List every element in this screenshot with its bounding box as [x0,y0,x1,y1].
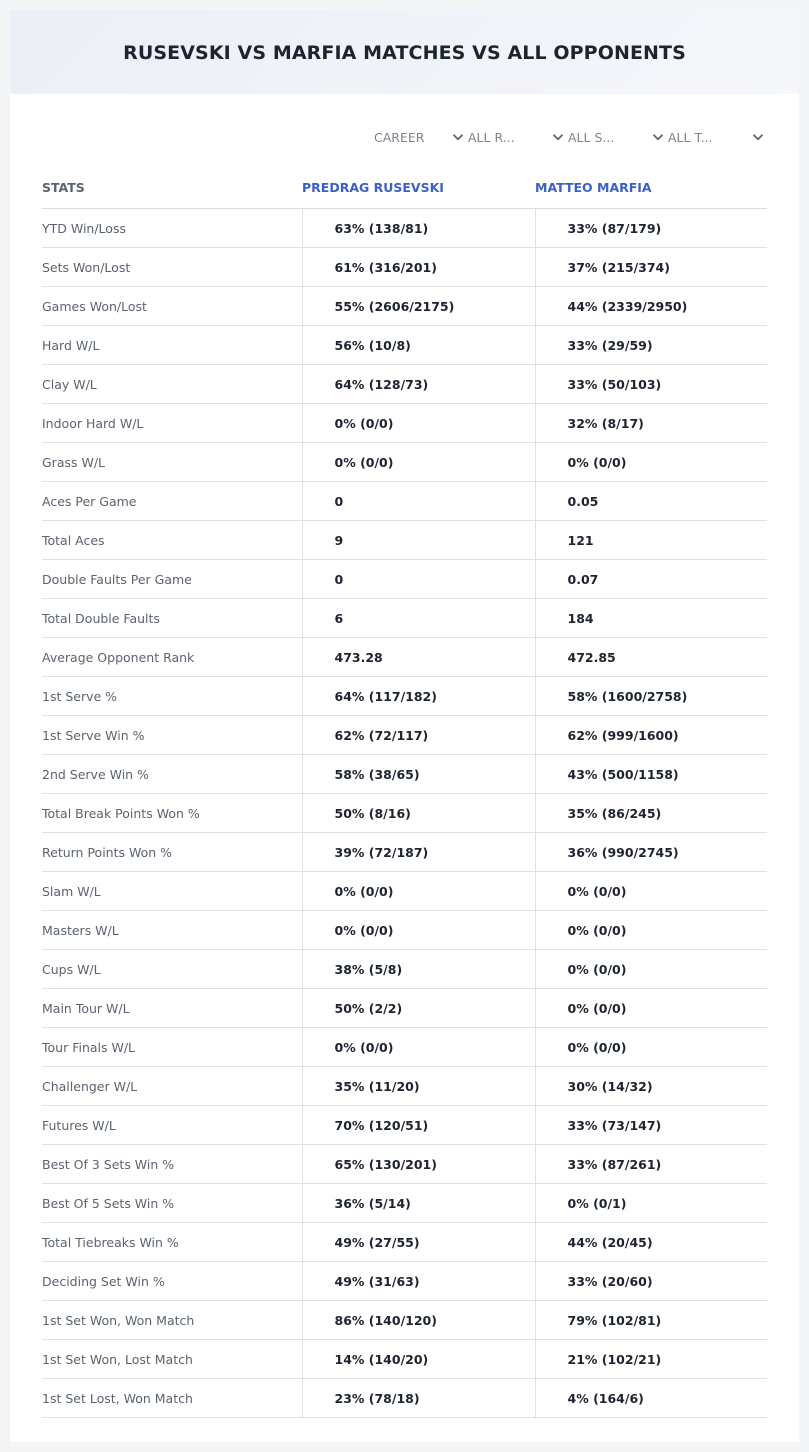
player1-value: 0% (0/0) [302,872,535,911]
stat-label: Games Won/Lost [42,287,302,326]
player1-value: 70% (120/51) [302,1106,535,1145]
chevron-down-icon [452,131,464,143]
stat-label: Total Aces [42,521,302,560]
player2-value: 184 [535,599,767,638]
player2-value: 33% (20/60) [535,1262,767,1301]
player1-value: 61% (316/201) [302,248,535,287]
stat-label: Hard W/L [42,326,302,365]
stat-label: YTD Win/Loss [42,209,302,248]
stat-label: Best Of 5 Sets Win % [42,1184,302,1223]
stat-label: Aces Per Game [42,482,302,521]
table-row [42,560,767,599]
table-row [42,1106,767,1145]
stat-label: 1st Serve Win % [42,716,302,755]
table-row [42,365,767,404]
player1-value: 65% (130/201) [302,1145,535,1184]
table-row [42,1067,767,1106]
filter-label: ALL R... [468,129,515,145]
player2-value: 44% (20/45) [535,1223,767,1262]
stats-card [10,10,799,1442]
stat-label: Slam W/L [42,872,302,911]
table-row [42,950,767,989]
stat-label: Grass W/L [42,443,302,482]
card-header [10,10,799,94]
table-row [42,989,767,1028]
stat-label: 1st Serve % [42,677,302,716]
stat-label: Deciding Set Win % [42,1262,302,1301]
table-row [42,716,767,755]
player1-value: 0% (0/0) [302,443,535,482]
player2-value: 33% (73/147) [535,1106,767,1145]
chevron-down-icon [652,131,664,143]
player2-value: 472.85 [535,638,767,677]
stat-label: Total Break Points Won % [42,794,302,833]
stat-label: 1st Set Won, Lost Match [42,1340,302,1379]
player2-value: 0% (0/1) [535,1184,767,1223]
filter-period-select[interactable] [374,127,464,147]
chevron-down-icon [552,131,564,143]
chevron-down-icon [752,131,764,143]
column-header-player1[interactable]: PREDRAG RUSEVSKI [302,167,535,209]
table-row [42,1262,767,1301]
filter-label: ALL T... [668,129,713,145]
player2-value: 30% (14/32) [535,1067,767,1106]
player1-value: 14% (140/20) [302,1340,535,1379]
table-row [42,287,767,326]
player1-value: 0% (0/0) [302,404,535,443]
player2-value: 33% (29/59) [535,326,767,365]
player2-value: 35% (86/245) [535,794,767,833]
player2-value: 44% (2339/2950) [535,287,767,326]
stat-label: 1st Set Lost, Won Match [42,1379,302,1418]
player2-value: 79% (102/81) [535,1301,767,1340]
player2-value: 0.05 [535,482,767,521]
table-row [42,521,767,560]
stat-label: Main Tour W/L [42,989,302,1028]
table-row [42,482,767,521]
player2-value: 37% (215/374) [535,248,767,287]
table-row [42,1028,767,1067]
table-row [42,443,767,482]
player2-value: 43% (500/1158) [535,755,767,794]
player1-value: 0 [302,482,535,521]
stat-label: Challenger W/L [42,1067,302,1106]
stat-label: Double Faults Per Game [42,560,302,599]
stat-label: Clay W/L [42,365,302,404]
table-row [42,1145,767,1184]
player1-value: 58% (38/65) [302,755,535,794]
filter-tournament-select[interactable] [664,127,764,147]
player1-value: 86% (140/120) [302,1301,535,1340]
stat-label: 2nd Serve Win % [42,755,302,794]
filter-bar [374,127,764,147]
player2-value: 36% (990/2745) [535,833,767,872]
player2-value: 0% (0/0) [535,443,767,482]
player2-value: 0.07 [535,560,767,599]
player1-value: 0 [302,560,535,599]
player2-value: 33% (87/261) [535,1145,767,1184]
stat-label: 1st Set Won, Won Match [42,1301,302,1340]
player2-value: 4% (164/6) [535,1379,767,1418]
table-row [42,326,767,365]
player1-value: 35% (11/20) [302,1067,535,1106]
player1-value: 0% (0/0) [302,911,535,950]
player1-value: 0% (0/0) [302,1028,535,1067]
filter-label: CAREER [374,129,425,145]
player1-value: 6 [302,599,535,638]
table-row [42,911,767,950]
player1-value: 36% (5/14) [302,1184,535,1223]
player1-value: 56% (10/8) [302,326,535,365]
player2-value: 32% (8/17) [535,404,767,443]
stat-label: Average Opponent Rank [42,638,302,677]
table-row [42,1340,767,1379]
stats-table-body [42,209,767,1418]
stat-label: Sets Won/Lost [42,248,302,287]
table-row [42,404,767,443]
stat-label: Masters W/L [42,911,302,950]
table-row [42,1184,767,1223]
stat-label: Best Of 3 Sets Win % [42,1145,302,1184]
player1-value: 63% (138/81) [302,209,535,248]
player1-value: 49% (27/55) [302,1223,535,1262]
player1-value: 62% (72/117) [302,716,535,755]
column-header-player2[interactable]: MATTEO MARFIA [535,167,767,209]
player1-value: 49% (31/63) [302,1262,535,1301]
filter-label: ALL S... [568,129,615,145]
player2-value: 62% (999/1600) [535,716,767,755]
table-row [42,794,767,833]
player1-value: 473.28 [302,638,535,677]
table-row [42,209,767,248]
player2-value: 0% (0/0) [535,872,767,911]
player2-value: 33% (50/103) [535,365,767,404]
player1-value: 38% (5/8) [302,950,535,989]
table-header-row [42,167,767,209]
player1-value: 55% (2606/2175) [302,287,535,326]
table-row [42,677,767,716]
stats-table [42,167,767,1418]
player1-value: 39% (72/187) [302,833,535,872]
stat-label: Futures W/L [42,1106,302,1145]
player1-value: 50% (2/2) [302,989,535,1028]
table-row [42,599,767,638]
player1-value: 64% (128/73) [302,365,535,404]
filter-surface-select[interactable] [564,127,664,147]
player2-value: 0% (0/0) [535,950,767,989]
table-row [42,1379,767,1418]
filter-round-select[interactable] [464,127,564,147]
stat-label: Tour Finals W/L [42,1028,302,1067]
player2-value: 0% (0/0) [535,989,767,1028]
stat-label: Total Double Faults [42,599,302,638]
player2-value: 121 [535,521,767,560]
player1-value: 9 [302,521,535,560]
table-row [42,833,767,872]
stat-label: Cups W/L [42,950,302,989]
player1-value: 64% (117/182) [302,677,535,716]
table-row [42,1223,767,1262]
player1-value: 23% (78/18) [302,1379,535,1418]
table-row [42,1301,767,1340]
column-header-stats: STATS [42,167,302,209]
stat-label: Return Points Won % [42,833,302,872]
player2-value: 0% (0/0) [535,1028,767,1067]
player2-value: 0% (0/0) [535,911,767,950]
table-row [42,638,767,677]
player2-value: 21% (102/21) [535,1340,767,1379]
stat-label: Total Tiebreaks Win % [42,1223,302,1262]
player2-value: 58% (1600/2758) [535,677,767,716]
table-row [42,755,767,794]
player2-value: 33% (87/179) [535,209,767,248]
table-row [42,872,767,911]
stat-label: Indoor Hard W/L [42,404,302,443]
table-row [42,248,767,287]
page-title: RUSEVSKI VS MARFIA MATCHES VS ALL OPPONENTS [123,42,686,64]
player1-value: 50% (8/16) [302,794,535,833]
